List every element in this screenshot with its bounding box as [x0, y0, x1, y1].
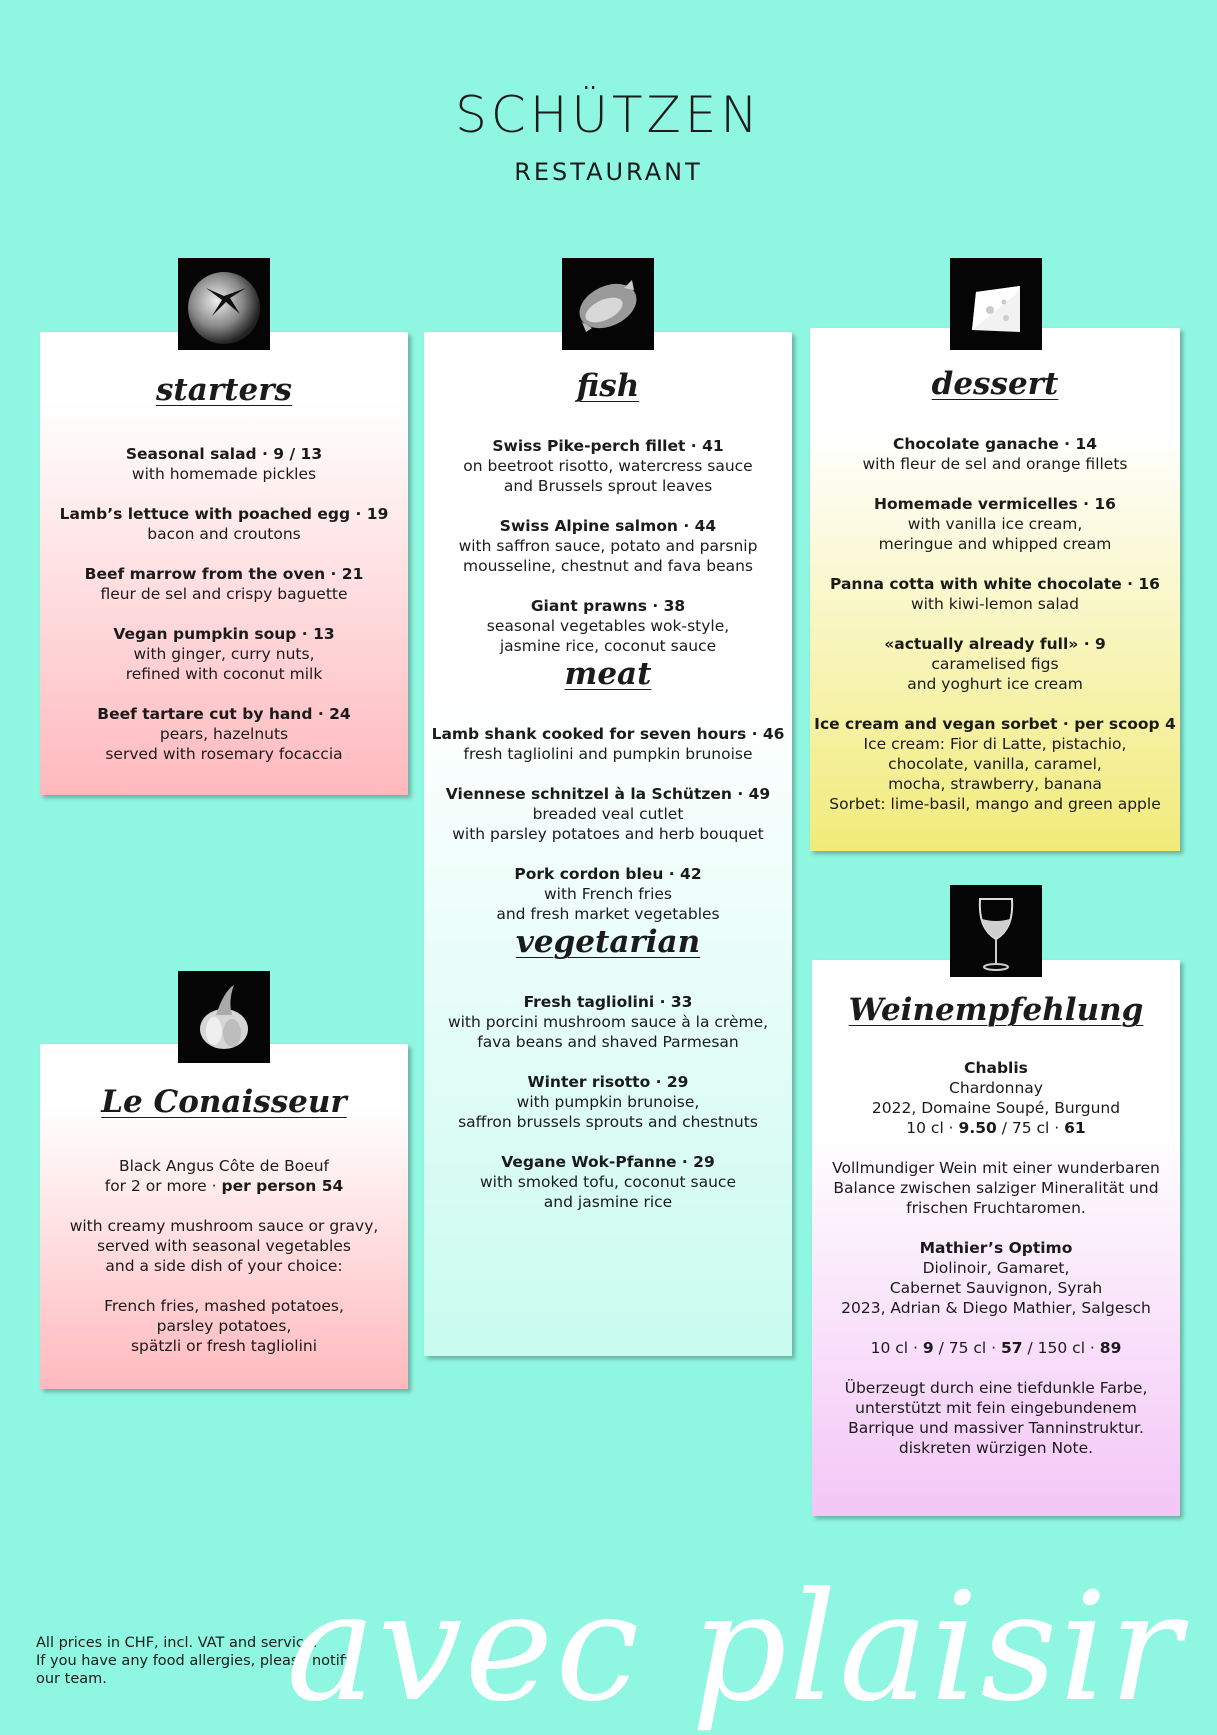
meat-list	[424, 724, 792, 924]
menu-item	[424, 1072, 792, 1132]
wine-2-details	[812, 1258, 1180, 1318]
menu-item-description: and jasmine rice	[543, 1193, 673, 1211]
menu-item-description: pears, hazelnuts	[159, 725, 289, 743]
menu-item	[40, 444, 408, 484]
menu-item-description: with smoked tofu, coconut sauce	[479, 1173, 736, 1191]
wine-2-price	[812, 1338, 1180, 1358]
conaisseur-servings: for 2 or more ·	[104, 1177, 222, 1195]
wine-card	[812, 960, 1180, 1516]
menu-item	[40, 624, 408, 684]
text-line: Chardonnay	[949, 1079, 1043, 1097]
menu-item	[810, 434, 1180, 474]
wine-2-description	[812, 1378, 1180, 1458]
menu-item-title: Winter risotto · 29	[527, 1073, 689, 1091]
menu-item-description: Sorbet: lime-basil, mango and green apple	[829, 795, 1161, 813]
menu-item-description: with vanilla ice cream,	[907, 515, 1083, 533]
text-line: All prices in CHF, incl. VAT and service.	[36, 1635, 318, 1651]
text-line: and a side dish of your choice:	[105, 1257, 343, 1275]
price-part: 9	[922, 1339, 934, 1357]
menu-item	[810, 494, 1180, 554]
menu-item-title: Ice cream and vegan sorbet · per scoop 4	[814, 715, 1176, 733]
menu-item	[40, 504, 408, 544]
cheese-photo	[950, 258, 1042, 350]
menu-item-description: saffron brussels sprouts and chestnuts	[458, 1113, 758, 1131]
menu-item-title: Swiss Pike-perch fillet · 41	[492, 437, 724, 455]
menu-item-description: with homemade pickles	[131, 465, 317, 483]
menu-item-description: and Brussels sprout leaves	[503, 477, 713, 495]
menu-item	[810, 634, 1180, 694]
menu-item-description: with ginger, curry nuts,	[133, 645, 315, 663]
text-line: Cabernet Sauvignon, Syrah	[889, 1279, 1103, 1297]
menu-item-description: fresh tagliolini and pumpkin brunoise	[463, 745, 753, 763]
wine-1-details	[812, 1078, 1180, 1118]
menu-item-title: «actually already full» · 9	[884, 635, 1106, 653]
conaisseur-card	[40, 1044, 408, 1389]
price-part: / 75 cl ·	[933, 1339, 1002, 1357]
menu-item-description: with parsley potatoes and herb bouquet	[452, 825, 764, 843]
mains-card	[424, 332, 792, 1356]
menu-item	[40, 564, 408, 604]
menu-item-description: with porcini mushroom sauce à la crème,	[447, 1013, 769, 1031]
menu-item-description: fleur de sel and crispy baguette	[100, 585, 348, 603]
text-line: diskreten würzigen Note.	[898, 1439, 1094, 1457]
conaisseur-dish: Black Angus Côte de Boeuf	[118, 1157, 330, 1175]
menu-item-description: with French fries	[543, 885, 672, 903]
menu-item-description: meringue and whipped cream	[878, 535, 1112, 553]
fish-photo	[562, 258, 654, 350]
menu-item-description: bacon and croutons	[147, 525, 301, 543]
menu-item	[424, 596, 792, 656]
menu-item	[40, 704, 408, 764]
wine-2	[812, 1238, 1180, 1458]
starters-card	[40, 332, 408, 795]
menu-item-title: Homemade vermicelles · 16	[874, 495, 1116, 513]
menu-item	[424, 724, 792, 764]
fish-heading: fish	[576, 368, 640, 404]
price-part: 89	[1099, 1339, 1122, 1357]
menu-item-title: Lamb’s lettuce with poached egg · 19	[59, 505, 389, 523]
conaisseur-sides	[40, 1296, 408, 1356]
menu-item-title: Vegan pumpkin soup · 13	[113, 625, 335, 643]
wine-1-title: Chablis	[964, 1059, 1028, 1077]
menu-item-title: Fresh tagliolini · 33	[523, 993, 693, 1011]
text-line: our team.	[36, 1671, 107, 1687]
menu-item	[810, 714, 1180, 814]
text-line: Diolinoir, Gamaret,	[922, 1259, 1070, 1277]
dessert-card	[810, 328, 1180, 851]
menu-item-title: Beef tartare cut by hand · 24	[97, 705, 351, 723]
text-line: If you have any food allergies, please notify	[36, 1653, 354, 1669]
wine-1	[812, 1058, 1180, 1218]
text-line: Vollmundiger Wein mit einer wunderbaren	[832, 1159, 1160, 1177]
conaisseur-body	[40, 1156, 408, 1356]
menu-item-description: refined with coconut milk	[125, 665, 323, 683]
menu-item	[424, 516, 792, 576]
menu-item	[424, 992, 792, 1052]
garlic-photo	[178, 971, 270, 1063]
menu-item-title: Viennese schnitzel à la Schützen · 49	[445, 785, 771, 803]
text-line: Barrique und massiver Tanninstruktur.	[848, 1419, 1144, 1437]
menu-item-description: and fresh market vegetables	[496, 905, 720, 923]
menu-item-description: Ice cream: Fior di Latte, pistachio,	[863, 735, 1127, 753]
menu-item	[424, 784, 792, 844]
menu-item-title: Swiss Alpine salmon · 44	[499, 517, 717, 535]
menu-item	[424, 1152, 792, 1212]
price-part: 10 cl ·	[906, 1119, 959, 1137]
vegetarian-list	[424, 992, 792, 1212]
restaurant-name: SCHÜTZEN	[455, 86, 762, 144]
menu-item-description: with kiwi-lemon salad	[910, 595, 1080, 613]
menu-item-description: served with rosemary focaccia	[105, 745, 343, 763]
fish-list	[424, 436, 792, 656]
menu-item-description: chocolate, vanilla, caramel,	[888, 755, 1102, 773]
wine-glass-photo	[950, 885, 1042, 977]
text-line: 2022, Domaine Soupé, Burgund	[871, 1099, 1121, 1117]
text-line: Balance zwischen salziger Mineralität und	[833, 1179, 1159, 1197]
menu-item-title: Giant prawns · 38	[530, 597, 686, 615]
slogan: avec plaisir	[286, 1561, 1183, 1735]
menu-item-description: fava beans and shaved Parmesan	[477, 1033, 739, 1051]
wine-1-description	[812, 1158, 1180, 1218]
text-line: 2023, Adrian & Diego Mathier, Salgesch	[841, 1299, 1151, 1317]
menu-item	[424, 864, 792, 924]
menu-item-title: Vegane Wok-Pfanne · 29	[501, 1153, 715, 1171]
dessert-heading: dessert	[931, 366, 1059, 402]
menu-item-description: with fleur de sel and orange fillets	[862, 455, 1128, 473]
menu-item-description: caramelised figs	[931, 655, 1059, 673]
conaisseur-heading: Le Conaisseur	[101, 1084, 347, 1120]
text-line: frischen Fruchtaromen.	[906, 1199, 1086, 1217]
menu-item-description: seasonal vegetables wok-style,	[486, 617, 730, 635]
menu-item-description: mousseline, chestnut and fava beans	[462, 557, 754, 575]
menu-item-description: breaded veal cutlet	[532, 805, 684, 823]
restaurant-subtitle: RESTAURANT	[514, 158, 703, 186]
text-line: with creamy mushroom sauce or gravy,	[69, 1217, 379, 1235]
text-line: unterstützt mit fein eingebundenem	[855, 1399, 1137, 1417]
wine-1-price	[812, 1118, 1180, 1138]
menu-item-title: Pork cordon bleu · 42	[514, 865, 702, 883]
menu-item-title: Seasonal salad · 9 / 13	[125, 445, 323, 463]
menu-item-description: mocha, strawberry, banana	[888, 775, 1102, 793]
text-line: spätzli or fresh tagliolini	[130, 1337, 318, 1355]
price-part: 57	[1001, 1339, 1023, 1357]
text-line: French fries, mashed potatoes,	[104, 1297, 344, 1315]
menu-item	[810, 574, 1180, 614]
wine-heading: Weinempfehlung	[848, 992, 1144, 1028]
text-line: parsley potatoes,	[156, 1317, 292, 1335]
tomato-photo	[178, 258, 270, 350]
menu-item-title: Panna cotta with white chocolate · 16	[830, 575, 1160, 593]
dessert-list	[810, 434, 1180, 814]
menu-item-description: with pumpkin brunoise,	[516, 1093, 700, 1111]
meat-heading: meat	[564, 656, 652, 692]
conaisseur-price: per person 54	[221, 1177, 344, 1195]
price-part: 9.50	[958, 1119, 997, 1137]
menu-item-description: with saffron sauce, potato and parsnip	[458, 537, 758, 555]
starters-list	[40, 444, 408, 764]
price-part: 61	[1064, 1119, 1086, 1137]
text-line: served with seasonal vegetables	[97, 1237, 351, 1255]
wine-2-title: Mathier’s Optimo	[919, 1239, 1073, 1257]
menu-item-title: Beef marrow from the oven · 21	[84, 565, 364, 583]
menu-item-title: Lamb shank cooked for seven hours · 46	[431, 725, 785, 743]
vegetarian-heading: vegetarian	[515, 924, 701, 960]
price-part: / 150 cl ·	[1022, 1339, 1100, 1357]
conaisseur-description	[40, 1216, 408, 1276]
price-part: 10 cl ·	[870, 1339, 923, 1357]
menu-item-description: and yoghurt ice cream	[907, 675, 1083, 693]
menu-item-description: jasmine rice, coconut sauce	[499, 637, 717, 655]
menu-item-description: on beetroot risotto, watercress sauce	[463, 457, 753, 475]
text-line: Überzeugt durch eine tiefdunkle Farbe,	[844, 1379, 1148, 1397]
conaisseur-price-line	[40, 1176, 408, 1196]
price-part: / 75 cl ·	[996, 1119, 1065, 1137]
menu-item	[424, 436, 792, 496]
starters-heading: starters	[155, 372, 293, 408]
menu-item-title: Chocolate ganache · 14	[892, 435, 1098, 453]
